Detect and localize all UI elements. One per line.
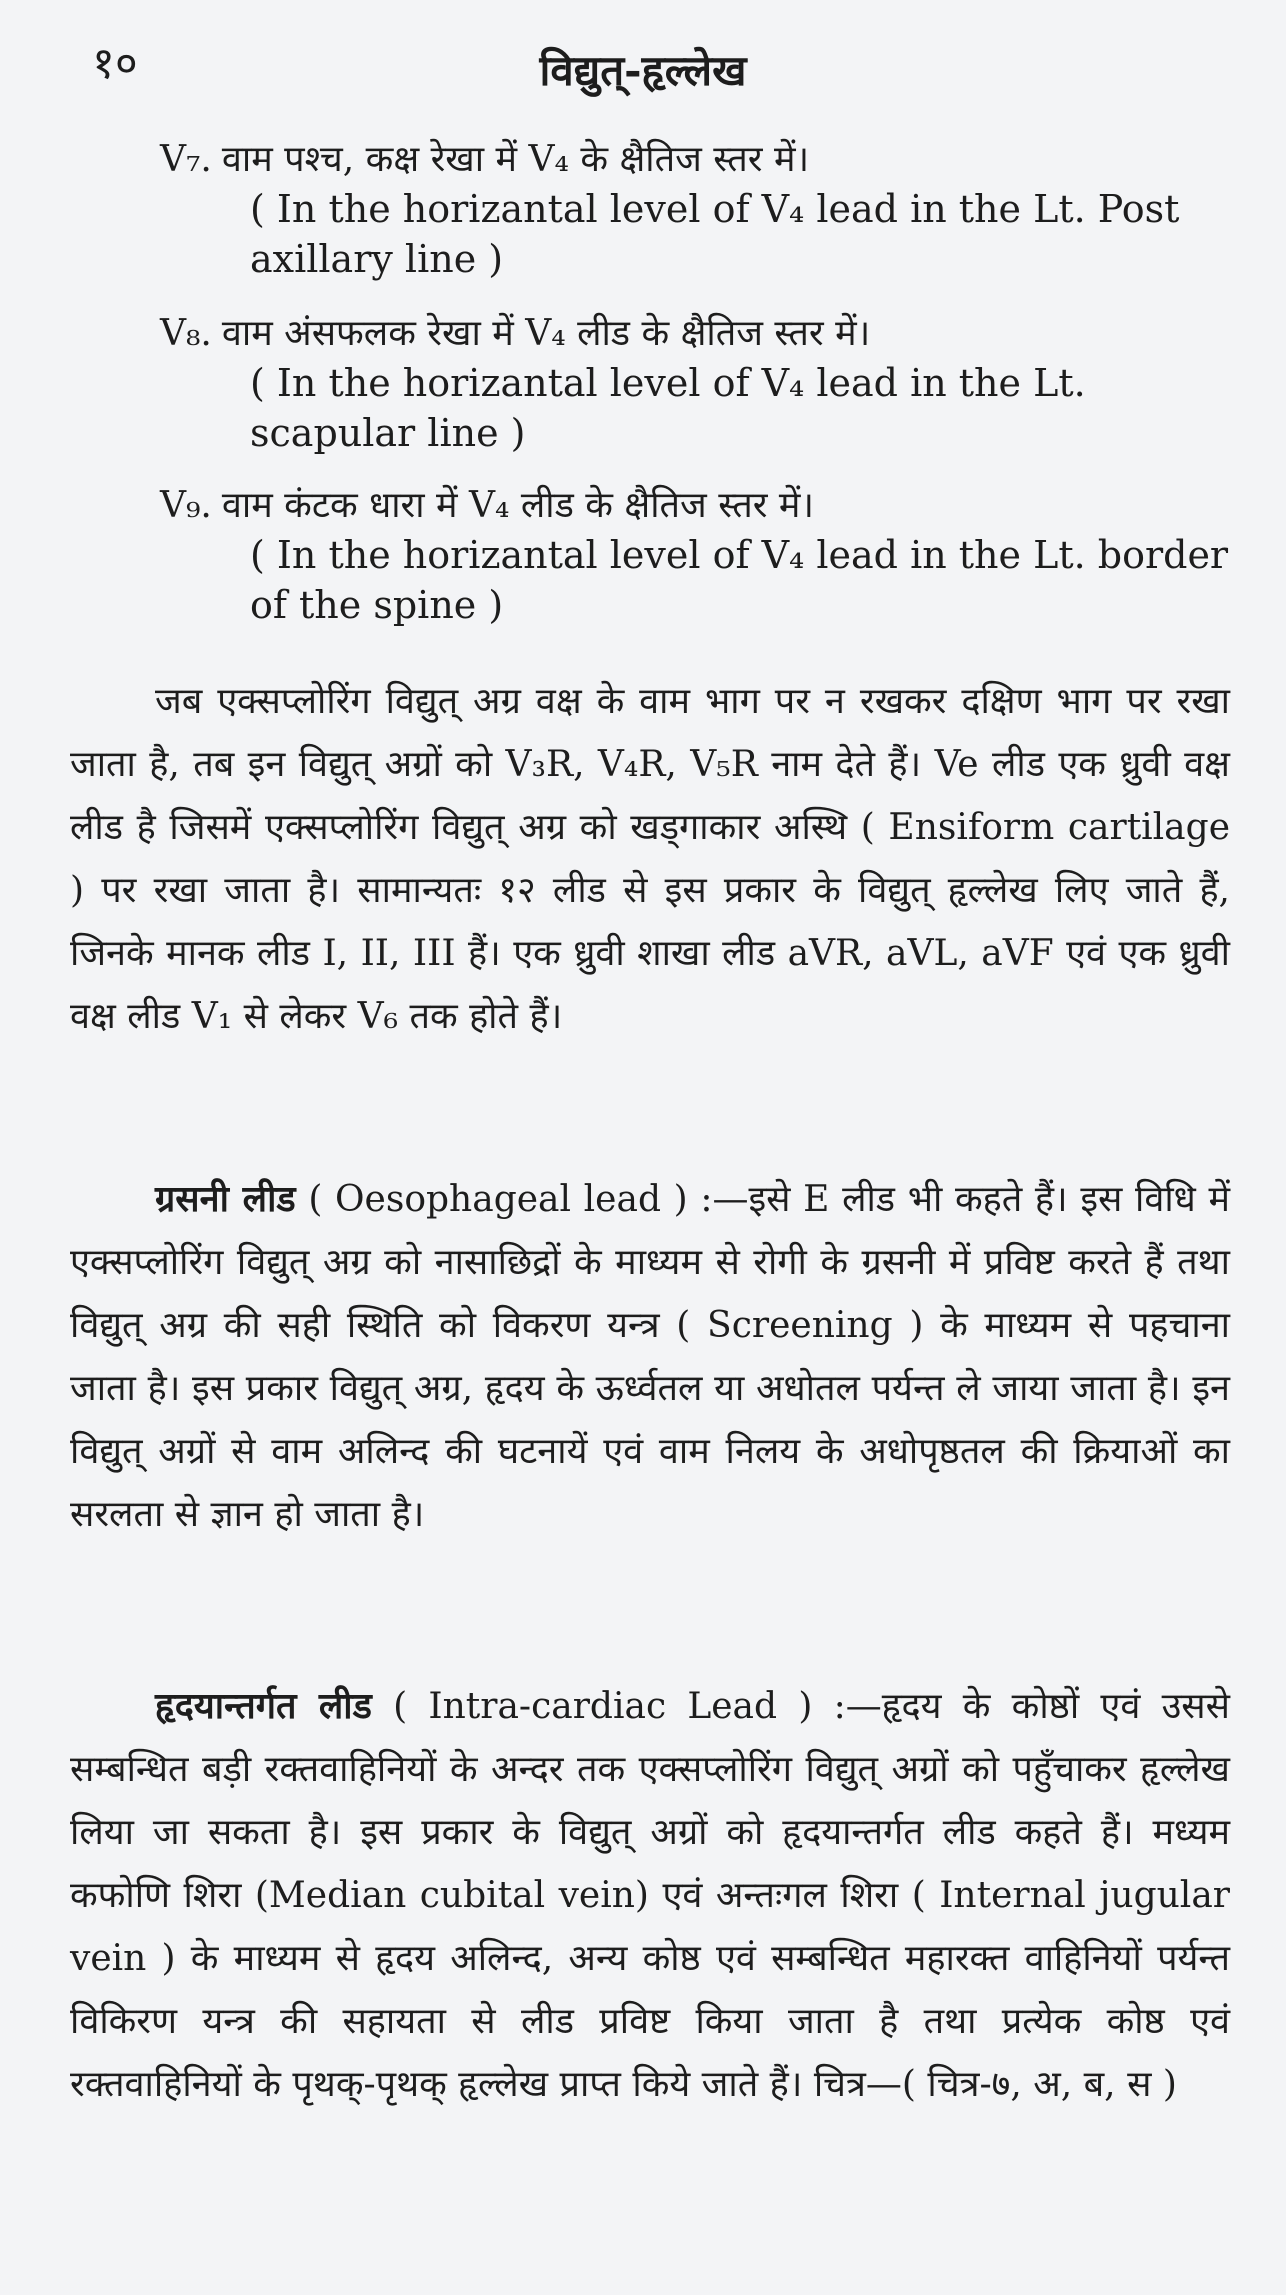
page-number: १० <box>92 38 138 89</box>
lead-english-text: ( In the horizantal level of V₄ lead in the Lt. scapular line ) <box>250 361 1086 455</box>
lead-code: V₈. <box>160 313 212 354</box>
lead-code: V₇. <box>160 139 212 180</box>
lead-entry-v8 <box>160 310 1240 458</box>
paragraph-oesophageal-lead <box>70 1168 1230 1546</box>
paragraph-exploring-electrode <box>70 670 1230 1048</box>
lead-hindi-text: वाम अंसफलक रेखा में V₄ लीड के क्षैतिज स्तर में। <box>221 313 871 354</box>
lead-hindi-line <box>160 136 1240 184</box>
paragraph-heading: ग्रसनी लीड <box>155 1178 296 1220</box>
lead-entry-v9 <box>160 482 1240 630</box>
running-head: विद्युत्-हृल्लेख <box>539 46 747 95</box>
lead-hindi-line <box>160 310 1240 358</box>
paragraph-text: जब एक्सप्लोरिंग विद्युत् अग्र वक्ष के वाम भाग पर न रखकर दक्षिण भाग पर रखा जाता है, तब इन विद्युत् अग्रों को V₃R, V₄R, V₅R नाम देते हैं। Ve लीड एक ध्रुवी वक्ष लीड है जिसमें एक्सप्लोरिंग विद्युत् अग्र को खड्गाकार अस्थि ( Ensiform cartilage ) पर रखा जाता है। सामान्यतः १२ लीड से इस प्रकार के विद्युत् हृल्लेख लिए जाते हैं, जिनके मानक लीड I, II, III हैं। एक ध्रुवी शाखा लीड aVR, aVL, aVF एवं एक ध्रुवी वक्ष लीड V₁ से लेकर V₆ तक होते हैं। <box>70 681 1230 1037</box>
paragraph-heading: हृदयान्तर्गत लीड <box>155 1685 372 1727</box>
paragraph-text: ( Intra-cardiac Lead ) :—हृदय के कोष्ठों एवं उससे सम्बन्धित बड़ी रक्तवाहिनियों के अन्दर तक एक्सप्लोरिंग विद्युत् अग्रों को पहुँचाकर हृल्लेख लिया जा सकता है। इस प्रकार के विद्युत् अग्रों को हृदयान्तर्गत लीड कहते हैं। मध्यम कफोणि शिरा (Median cubital vein) एवं अन्तःगल शिरा ( Internal jugular vein ) के माध्यम से हृदय अलिन्द, अन्य कोष्ठ एवं सम्बन्धित महारक्त वाहिनियों पर्यन्त विकिरण यन्त्र की सहायता से लीड प्रविष्ट किया जाता है तथा प्रत्येक कोष्ठ एवं रक्तवाहिनियों के पृथक्-पृथक् हृल्लेख प्राप्त किये जाते हैं। चित्र—( चित्र-७, अ, ब, स ) <box>70 1686 1231 2105</box>
lead-code: V₉. <box>160 485 212 526</box>
paragraph-text: ( Oesophageal lead ) :—इसे E लीड भी कहते हैं। इस विधि में एक्सप्लोरिंग विद्युत् अग्र को नासाछिद्रों के माध्यम से रोगी के ग्रसनी में प्रविष्ट करते हैं तथा विद्युत् अग्र की सही स्थिति को विकरण यन्त्र ( Screening ) के माध्यम से पहचाना जाता है। इस प्रकार विद्युत् अग्र, हृदय के ऊर्ध्वतल या अधोतल पर्यन्त ले जाया जाता है। इन विद्युत् अग्रों से वाम अलिन्द की घटनायें एवं वाम निलय के अधोपृष्ठतल की क्रियाओं का सरलता से ज्ञान हो जाता है। <box>70 1179 1230 1535</box>
lead-english-text: ( In the horizantal level of V₄ lead in the Lt. Post axillary line ) <box>250 187 1180 281</box>
paragraph-intracardiac-lead <box>70 1675 1230 2116</box>
lead-entry-v7 <box>160 136 1240 284</box>
lead-english-text: ( In the horizantal level of V₄ lead in the Lt. border of the spine ) <box>250 533 1229 627</box>
lead-hindi-text: वाम पश्च, कक्ष रेखा में V₄ के क्षैतिज स्तर में। <box>221 139 810 180</box>
lead-hindi-text: वाम कंटक धारा में V₄ लीड के क्षैतिज स्तर में। <box>221 485 815 526</box>
lead-hindi-line <box>160 482 1240 530</box>
